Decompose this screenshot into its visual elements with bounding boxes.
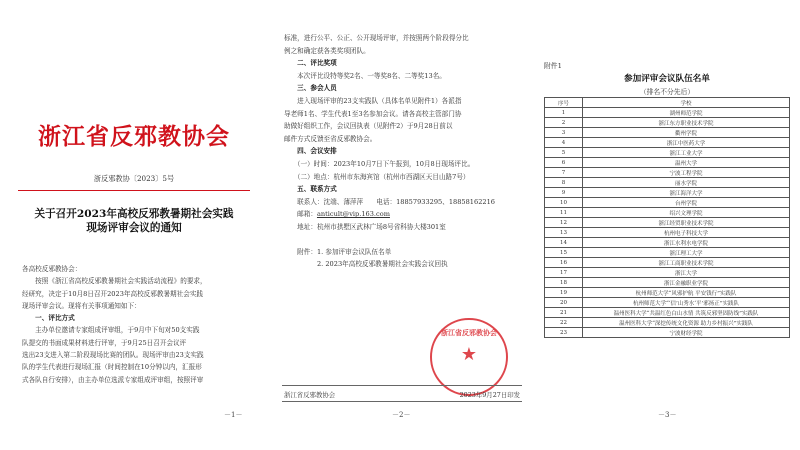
row-index: 20 <box>545 298 583 308</box>
row-index: 19 <box>545 288 583 298</box>
red-divider <box>18 190 250 191</box>
team-rows <box>545 108 790 338</box>
footer-issue-date: 2023年9月27日印发 <box>459 391 520 399</box>
notice-title-line: 现场评审会议的通知 <box>86 222 182 234</box>
paragraph-line: 各高校反邪教协会： <box>22 265 82 273</box>
attachment-label: 附件1 <box>544 62 562 70</box>
row-index: 13 <box>545 228 583 238</box>
row-index: 22 <box>545 318 583 328</box>
page2-body <box>284 32 522 271</box>
table-row <box>545 288 790 298</box>
table-row <box>545 158 790 168</box>
table-row <box>545 298 790 308</box>
footer-rule-bottom <box>282 401 522 402</box>
table-row <box>545 138 790 148</box>
table-row <box>545 108 790 118</box>
row-school: 温州大学 <box>583 158 790 168</box>
paragraph-line: 队提交的书面成果材料进行评审，于9月25日召开会议评 <box>22 338 187 347</box>
table-row <box>545 228 790 238</box>
page-number: －2－ <box>392 411 411 419</box>
row-school: 浙江东方职业技术学院 <box>583 118 790 128</box>
page-number: －3－ <box>658 411 677 419</box>
notice-title-line: 关于召开2023年高校反邪教暑期社会实践 <box>34 208 234 220</box>
table-row <box>545 278 790 288</box>
footer <box>284 390 520 399</box>
section-heading: 二、评比奖项 <box>284 59 337 68</box>
row-index: 12 <box>545 218 583 228</box>
team-list-table <box>544 97 790 338</box>
row-index: 11 <box>545 208 583 218</box>
footer-issuer: 浙江省反邪教协会 <box>284 391 336 399</box>
row-school: 绍兴文理学院 <box>583 208 790 218</box>
row-school: 杭州师范大学“‘信’山秀水‘平’邪扬正”实践队 <box>583 298 790 308</box>
table-row <box>545 308 790 318</box>
seal-text: 浙江省反邪教协会 <box>441 328 497 337</box>
paragraph-line: 进入现场评审的23支实践队（具体名单见附件1）各派指 <box>284 96 462 105</box>
row-school: 丽水学院 <box>583 178 790 188</box>
row-index: 1 <box>545 108 583 118</box>
row-school: 浙江经贸职业技术学院 <box>583 218 790 228</box>
document-number: 浙反邪教协〔2023〕5号 <box>93 174 175 183</box>
row-index: 5 <box>545 148 583 158</box>
paragraph-line: 选出23支进入第二阶段现场比赛的团队。现场评审由23支实践 <box>22 351 204 360</box>
row-index: 2 <box>545 118 583 128</box>
row-index: 16 <box>545 258 583 268</box>
table-row <box>545 168 790 178</box>
row-index: 14 <box>545 238 583 248</box>
row-school: 衢州学院 <box>583 128 790 138</box>
paragraph-line: （一）时间：2023年10月7日下午报到，10月8日现场评比。 <box>284 159 475 168</box>
table-row <box>545 328 790 338</box>
row-school: 湖州师范学院 <box>583 108 790 118</box>
paragraph-line: 邮件方式反馈至省反邪教协会。 <box>284 134 377 143</box>
column-header-school: 学校 <box>583 98 790 108</box>
paragraph-line: 按照《浙江省高校反邪教暑期社会实践活动流程》的要求， <box>22 277 207 286</box>
row-school: 浙江大学 <box>583 268 790 278</box>
paragraph-line: （二）地点：杭州市东海宾馆（杭州市西湖区天目山路7号） <box>284 172 470 181</box>
row-index: 7 <box>545 168 583 178</box>
table-row <box>545 148 790 158</box>
row-index: 4 <box>545 138 583 148</box>
paragraph-line: 助做好组织工作，会议回执表（见附件2）于9月28日前以 <box>284 122 453 131</box>
row-school: 浙江中医药大学 <box>583 138 790 148</box>
email-label: 邮箱： <box>284 210 317 219</box>
row-school: 浙江工业大学 <box>583 148 790 158</box>
notice-title <box>12 207 256 235</box>
row-index: 23 <box>545 328 583 338</box>
row-index: 8 <box>545 178 583 188</box>
table-row <box>545 118 790 128</box>
document-page-1 <box>0 0 268 450</box>
row-index: 9 <box>545 188 583 198</box>
row-school: 杭州师范大学“风邪护航 平安钱行”实践队 <box>583 288 790 298</box>
column-header-index: 序号 <box>545 98 583 108</box>
paragraph-line: 现场评审会议。现将有关事项通知如下： <box>22 301 141 310</box>
row-school: 浙江海洋大学 <box>583 188 790 198</box>
row-index: 10 <box>545 198 583 208</box>
table-row <box>545 188 790 198</box>
row-school: 浙江水利水电学院 <box>583 238 790 248</box>
document-page-2 <box>268 0 534 450</box>
paragraph-line: 例之和确定获各类奖项团队。 <box>284 46 370 55</box>
email-address[interactable]: anticult@vip.163.com <box>316 210 390 219</box>
row-index: 6 <box>545 158 583 168</box>
table-row <box>545 198 790 208</box>
row-school: 台州学院 <box>583 198 790 208</box>
paragraph-line: 式各队自行安排），由主办单位选派专家组成评审组，按照评审 <box>22 375 204 384</box>
row-school: 浙江金融职业学院 <box>583 278 790 288</box>
table-row <box>545 238 790 248</box>
page2-paragraphs <box>284 32 522 208</box>
row-school: 宁波工程学院 <box>583 168 790 178</box>
paragraph-line: 导老师1名、学生代表1至3名参加会议。请各高校主管部门协 <box>284 109 462 118</box>
row-school: 温州医科大学“深挖传统文化资源 助力乡村振兴”实践队 <box>583 318 790 328</box>
row-school: 宁波财经学院 <box>583 328 790 338</box>
table-header-row <box>545 98 790 108</box>
footer-rule-top <box>282 385 522 386</box>
table-row <box>545 248 790 258</box>
row-school: 浙江工商职业技术学院 <box>583 258 790 268</box>
row-index: 3 <box>545 128 583 138</box>
row-school: 浙江理工大学 <box>583 248 790 258</box>
section-heading: 五、联系方式 <box>284 185 337 194</box>
spacer <box>284 234 522 246</box>
paragraph-line: 标准，进行公平、公正、公开现场评审，并按照两个阶段得分比 <box>284 34 469 42</box>
table-row <box>545 318 790 328</box>
table-row <box>545 218 790 228</box>
list-subtitle: （排名不分先后） <box>639 88 695 96</box>
page1-body <box>22 263 250 386</box>
paragraph-line: 本次评比设特等奖2名、一等奖8名、二等奖13名。 <box>284 71 446 80</box>
attachment-line: 2. 2023年高校反邪教暑期社会实践会议回执 <box>284 260 448 269</box>
paragraph-line: 队的学生代表进行现场汇报（时间控制在10分钟以内，汇报形 <box>22 363 202 372</box>
attachment-line: 附件：1. 参加评审会议队伍名单 <box>284 247 392 256</box>
paragraph-line: 主办单位邀请专家组成评审组，于9月中下旬对50支实践 <box>22 326 200 335</box>
row-school: 温州医科大学“共温红色白山水情 共筑反邪坚固防线”实践队 <box>583 308 790 318</box>
document-page-3 <box>534 0 800 450</box>
seal-star-icon: ★ <box>460 344 478 365</box>
email-line <box>284 208 522 221</box>
list-title: 参加评审会议队伍名单 <box>624 74 710 84</box>
row-index: 18 <box>545 278 583 288</box>
paragraph-line: 经研究，决定于10月8日召开2023年高校反邪教暑期社会实践 <box>22 289 204 298</box>
section-heading: 三、参会人员 <box>284 84 337 93</box>
row-school: 杭州电子科技大学 <box>583 228 790 238</box>
issuing-org-title: 浙江省反邪教协会 <box>38 123 230 150</box>
address-line: 地址：杭州市拱墅区武林广场8号省科协大楼301室 <box>284 222 446 231</box>
table-row <box>545 268 790 278</box>
row-index: 17 <box>545 268 583 278</box>
table-row <box>545 258 790 268</box>
row-index: 21 <box>545 308 583 318</box>
table-row <box>545 178 790 188</box>
row-index: 15 <box>545 248 583 258</box>
table-row <box>545 128 790 138</box>
section-heading: 一、评比方式 <box>22 314 75 323</box>
paragraph-line: 联系人：沈端、薄萍萍 电话：18857933295、18858162216 <box>284 197 495 206</box>
page-number: －1－ <box>224 411 243 419</box>
table-row <box>545 208 790 218</box>
section-heading: 四、会议安排 <box>284 147 337 156</box>
